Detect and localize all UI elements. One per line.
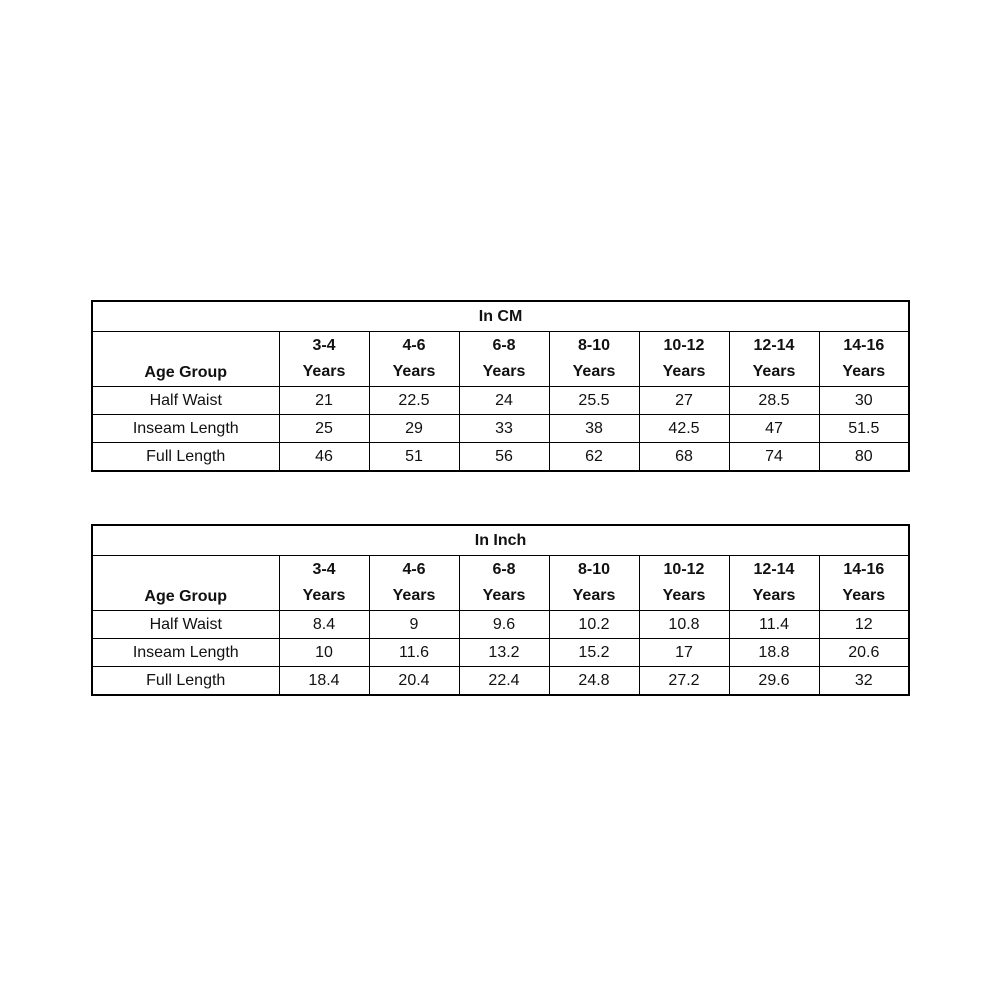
- age-group-header: Age Group: [92, 556, 279, 611]
- table-row: [92, 667, 909, 696]
- table-cell: 22.4: [459, 667, 549, 696]
- size-unit: Years: [752, 363, 796, 380]
- size-header: [369, 332, 459, 387]
- size-range: 14-16: [843, 561, 885, 578]
- table-cell: 22.5: [369, 387, 459, 415]
- size-range: 10-12: [663, 337, 705, 354]
- table-cell: 18.4: [279, 667, 369, 696]
- table-cell: 74: [729, 443, 819, 472]
- row-label: Inseam Length: [92, 639, 279, 667]
- size-header: [639, 332, 729, 387]
- row-label: Half Waist: [92, 387, 279, 415]
- size-range: 6-8: [492, 337, 516, 354]
- table-cell: 11.6: [369, 639, 459, 667]
- size-range: 8-10: [577, 561, 611, 578]
- table-title-row: [92, 301, 909, 332]
- table-cell: 12: [819, 611, 909, 639]
- table-cell: 24.8: [549, 667, 639, 696]
- table-cell: 51: [369, 443, 459, 472]
- size-range: 3-4: [312, 561, 336, 578]
- size-header: [729, 332, 819, 387]
- size-range: 4-6: [402, 337, 426, 354]
- table-row: [92, 415, 909, 443]
- size-chart-inch-table: [91, 524, 910, 696]
- size-range: 12-14: [753, 337, 795, 354]
- table-cell: 29.6: [729, 667, 819, 696]
- size-unit: Years: [572, 587, 616, 604]
- size-range: 6-8: [492, 561, 516, 578]
- table-cell: 20.4: [369, 667, 459, 696]
- size-unit: Years: [392, 363, 436, 380]
- table-cell: 24: [459, 387, 549, 415]
- table-cell: 33: [459, 415, 549, 443]
- table-cell: 30: [819, 387, 909, 415]
- table-cell: 17: [639, 639, 729, 667]
- size-range: 12-14: [753, 561, 795, 578]
- table-cell: 42.5: [639, 415, 729, 443]
- table-row: [92, 387, 909, 415]
- size-header: [279, 332, 369, 387]
- age-group-header: Age Group: [92, 332, 279, 387]
- row-label: Full Length: [92, 667, 279, 696]
- table-cell: 10: [279, 639, 369, 667]
- size-header: [279, 556, 369, 611]
- table-title: In Inch: [92, 525, 909, 556]
- table-row: [92, 611, 909, 639]
- table-cell: 9.6: [459, 611, 549, 639]
- table-cell: 11.4: [729, 611, 819, 639]
- size-unit: Years: [482, 587, 526, 604]
- size-unit: Years: [842, 363, 886, 380]
- table-cell: 68: [639, 443, 729, 472]
- table-header-row: [92, 556, 909, 611]
- table-cell: 27: [639, 387, 729, 415]
- size-header: [729, 556, 819, 611]
- size-unit: Years: [662, 587, 706, 604]
- size-header: [819, 332, 909, 387]
- table-cell: 62: [549, 443, 639, 472]
- table-cell: 10.8: [639, 611, 729, 639]
- table-cell: 80: [819, 443, 909, 472]
- size-header: [549, 556, 639, 611]
- size-unit: Years: [842, 587, 886, 604]
- table-cell: 13.2: [459, 639, 549, 667]
- size-range: 4-6: [402, 561, 426, 578]
- size-range: 8-10: [577, 337, 611, 354]
- table-title: In CM: [92, 301, 909, 332]
- row-label: Half Waist: [92, 611, 279, 639]
- table-cell: 38: [549, 415, 639, 443]
- size-header: [549, 332, 639, 387]
- size-unit: Years: [752, 587, 796, 604]
- size-unit: Years: [302, 587, 346, 604]
- table-cell: 32: [819, 667, 909, 696]
- table-cell: 25: [279, 415, 369, 443]
- table-cell: 27.2: [639, 667, 729, 696]
- table-cell: 18.8: [729, 639, 819, 667]
- size-range: 14-16: [843, 337, 885, 354]
- table-cell: 25.5: [549, 387, 639, 415]
- table-cell: 9: [369, 611, 459, 639]
- table-title-row: [92, 525, 909, 556]
- size-unit: Years: [572, 363, 616, 380]
- table-cell: 8.4: [279, 611, 369, 639]
- row-label: Inseam Length: [92, 415, 279, 443]
- table-cell: 47: [729, 415, 819, 443]
- table-cell: 46: [279, 443, 369, 472]
- table-cell: 56: [459, 443, 549, 472]
- size-unit: Years: [392, 587, 436, 604]
- table-cell: 51.5: [819, 415, 909, 443]
- size-chart-cm-table: [91, 300, 910, 472]
- size-unit: Years: [302, 363, 346, 380]
- size-unit: Years: [482, 363, 526, 380]
- table-cell: 10.2: [549, 611, 639, 639]
- row-label: Full Length: [92, 443, 279, 472]
- size-range: 10-12: [663, 561, 705, 578]
- table-row: [92, 639, 909, 667]
- table-cell: 20.6: [819, 639, 909, 667]
- table-row: [92, 443, 909, 472]
- size-header: [819, 556, 909, 611]
- table-header-row: [92, 332, 909, 387]
- size-header: [639, 556, 729, 611]
- table-cell: 28.5: [729, 387, 819, 415]
- size-range: 3-4: [312, 337, 336, 354]
- table-cell: 21: [279, 387, 369, 415]
- size-header: [459, 332, 549, 387]
- size-header: [459, 556, 549, 611]
- size-unit: Years: [662, 363, 706, 380]
- table-cell: 15.2: [549, 639, 639, 667]
- size-header: [369, 556, 459, 611]
- table-cell: 29: [369, 415, 459, 443]
